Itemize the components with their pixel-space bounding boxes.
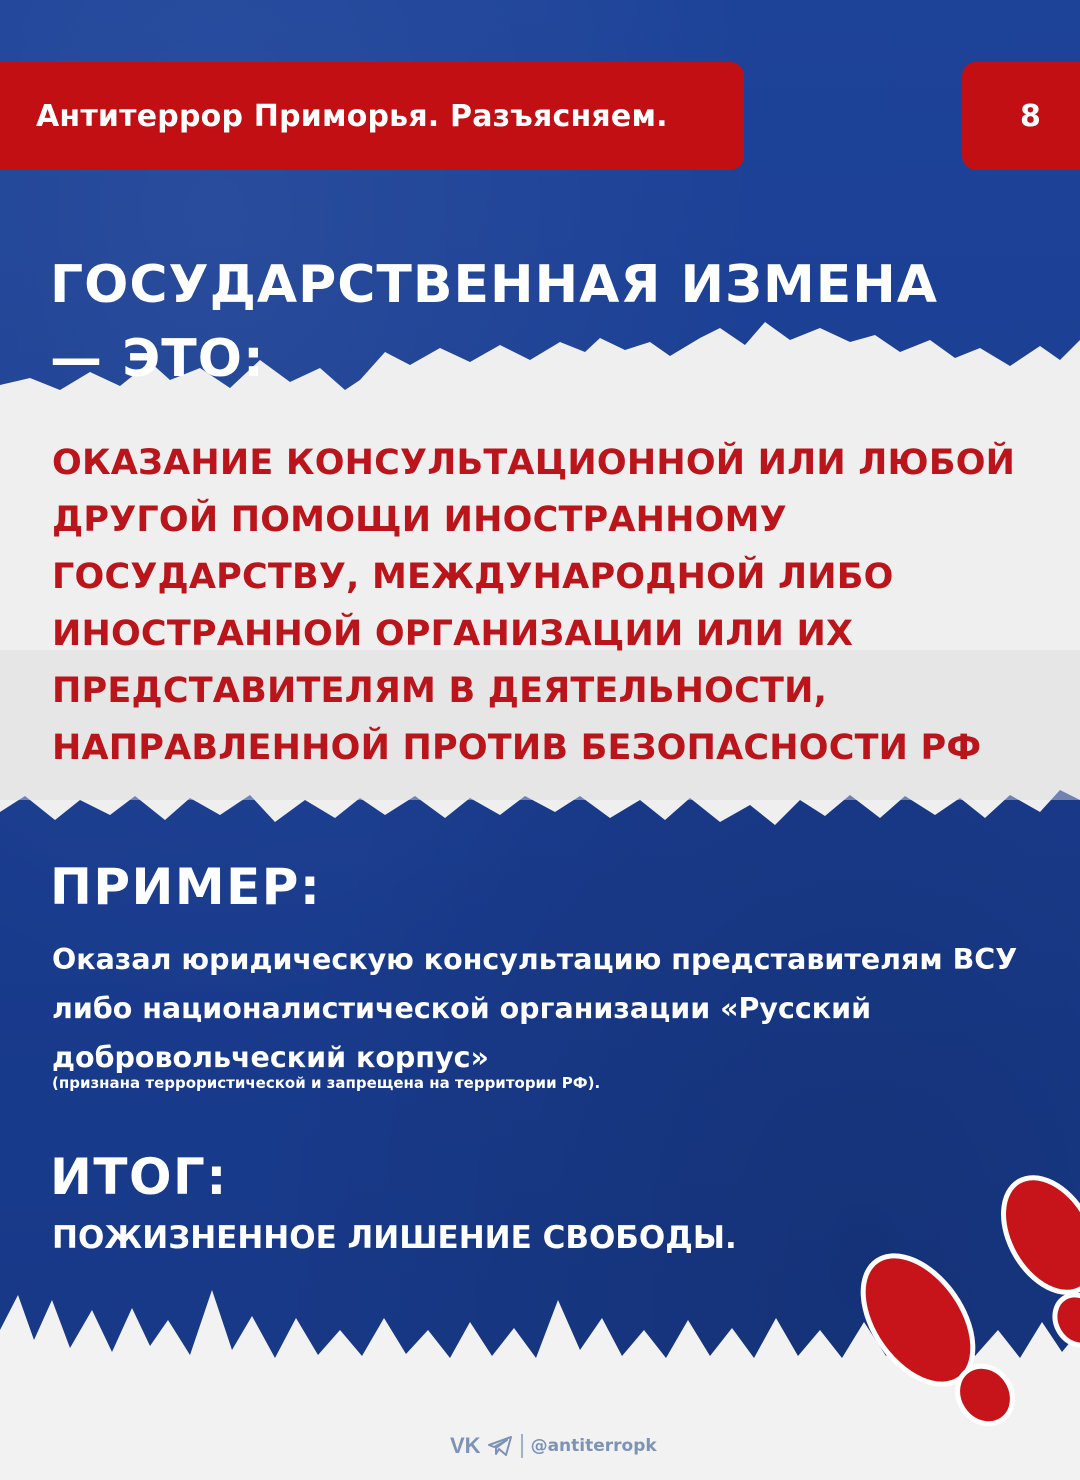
header-title: Антитеррор Приморья. Разъясняем. (36, 98, 668, 134)
page-number-badge (962, 62, 1080, 170)
footer-handle-link[interactable]: @antiterropk (530, 1436, 657, 1456)
example-text: Оказал юридическую консультацию представителям ВСУ либо националистической организации «Русский добровольческий корпус» (52, 943, 1018, 1074)
header-banner (0, 62, 744, 170)
main-title (50, 248, 938, 396)
result-text: ПОЖИЗНЕННОЕ ЛИШЕНИЕ СВОБОДЫ. (52, 1220, 737, 1256)
telegram-icon[interactable] (487, 1435, 513, 1457)
footer-divider (521, 1434, 523, 1458)
example-note: (признана террористической и запрещена на территории РФ). (52, 1074, 601, 1092)
main-title-line2: — ЭТО: (50, 329, 265, 389)
footer (450, 1428, 657, 1464)
main-title-line1: ГОСУДАРСТВЕННАЯ ИЗМЕНА (50, 255, 938, 315)
page-number: 8 (1020, 98, 1041, 134)
definition-text: ОКАЗАНИЕ КОНСУЛЬТАЦИОННОЙ ИЛИ ЛЮБОЙ ДРУГОЙ ПОМОЩИ ИНОСТРАННОМУ ГОСУДАРСТВУ, МЕЖДУНАРОДНОЙ ЛИБО ИНОСТРАННОЙ ОРГАНИЗАЦИИ ИЛИ ИХ ПРЕДСТАВИТЕЛЯМ В ДЕЯТЕЛЬНОСТИ, НАПРАВЛЕННОЙ ПРОТИВ БЕЗОПАСНОСТИ РФ (52, 443, 1016, 768)
example-heading: ПРИМЕР: (50, 858, 322, 916)
result-heading: ИТОГ: (50, 1148, 228, 1206)
vk-logo-icon[interactable]: VK (450, 1433, 481, 1458)
